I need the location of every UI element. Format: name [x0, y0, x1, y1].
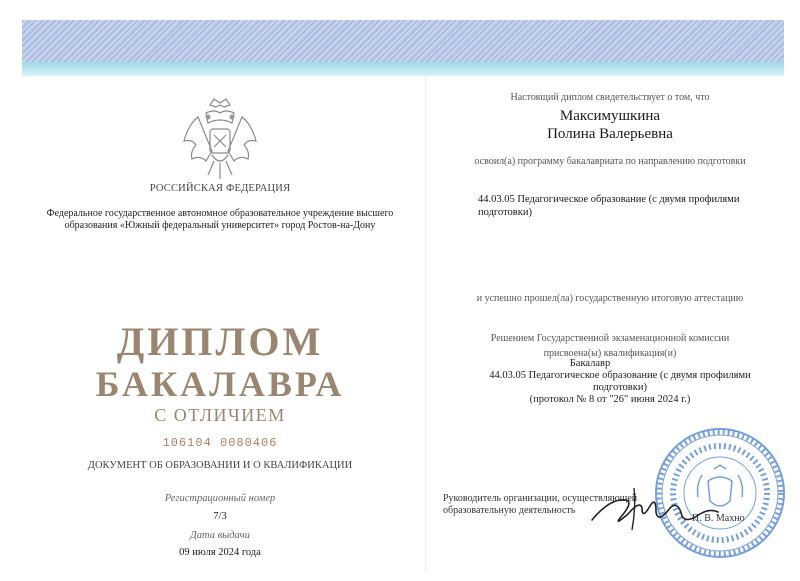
- diploma-title-line3: С ОТЛИЧИЕМ: [154, 405, 286, 425]
- registration-number: 7/3: [213, 511, 227, 522]
- registration-label: Регистрационный номер: [164, 493, 276, 504]
- head-of-organization-label: Руководитель организации, осуществляющей образовательную деятельность: [443, 493, 638, 516]
- attestation-passed: и успешно прошел(ла) государственную итоговую аттестацию: [476, 293, 744, 304]
- qualification-assigned: присвоена(ы) квалификация(и): [543, 348, 677, 359]
- institution-name: Федеральное государственное автономное образовательное учреждение высшего образования «Южный федеральный университет» город Ростов-на-Дону: [46, 208, 394, 231]
- program-intro: освоил(а) программу бакалавриата по направлению подготовки: [474, 156, 746, 167]
- certifies-intro: Настоящий диплом свидетельствует о том, что: [510, 92, 710, 103]
- coat-of-arms-icon: [178, 95, 262, 183]
- issue-date-label: Дата выдачи: [190, 530, 250, 541]
- country-name: РОССИЙСКАЯ ФЕДЕРАЦИЯ: [149, 183, 291, 194]
- program-name: 44.03.05 Педагогическое образование (с двумя профилями подготовки): [478, 194, 740, 218]
- issue-date: 09 июля 2024 года: [179, 547, 261, 558]
- graduate-surname: Максимушкина: [559, 108, 661, 124]
- qualification-name: Бакалавр: [569, 358, 611, 369]
- signer-name: П. В. Махно: [692, 513, 745, 524]
- decorative-top-band: [22, 20, 784, 62]
- serial-number: 106104 0080406: [162, 436, 278, 450]
- page-fold-divider: [425, 76, 426, 571]
- document-type: ДОКУМЕНТ ОБ ОБРАЗОВАНИИ И О КВАЛИФИКАЦИИ: [87, 460, 353, 471]
- decorative-cyan-band: [22, 62, 784, 76]
- diploma-title-line1: ДИПЛОМ: [116, 319, 324, 364]
- protocol-reference: (протокол № 8 от "26" июня 2024 г.): [529, 394, 691, 405]
- commission-decision: Решением Государственной экзаменационной комиссии: [490, 333, 730, 344]
- qualification-program: 44.03.05 Педагогическое образование (с двумя профилями подготовки): [489, 370, 751, 393]
- diploma-title-line2: БАКАЛАВРА: [95, 364, 345, 404]
- graduate-given-names: Полина Валерьевна: [547, 126, 673, 142]
